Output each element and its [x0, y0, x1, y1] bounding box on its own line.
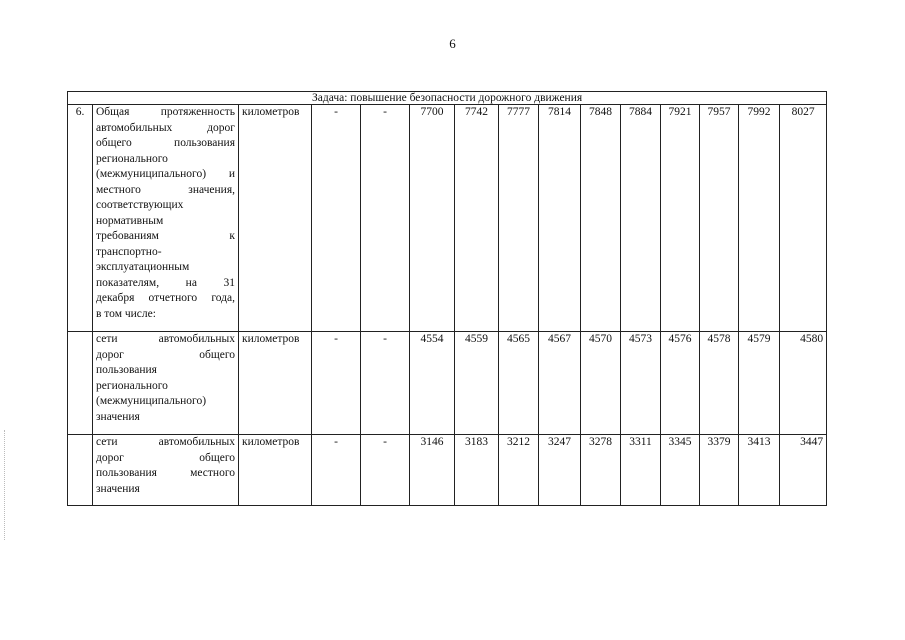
- name-line: нормативным: [96, 214, 164, 227]
- row-unit: километров: [239, 332, 312, 435]
- name-line: регионального: [96, 152, 168, 165]
- row-value: 7700: [410, 105, 455, 332]
- name-line: автомобильных дорог: [96, 121, 235, 134]
- row-index: 6.: [68, 105, 93, 332]
- row-unit: километров: [239, 435, 312, 506]
- row-value: 3212: [499, 435, 539, 506]
- row-value: 4570: [581, 332, 621, 435]
- row-value: 4559: [455, 332, 499, 435]
- name-line: в том числе:: [96, 307, 156, 320]
- row-dash-1: -: [312, 105, 361, 332]
- name-line: регионального: [96, 379, 168, 392]
- row-value: 3183: [455, 435, 499, 506]
- row-index: [68, 435, 93, 506]
- task-row: [68, 92, 827, 105]
- name-line: транспортно-: [96, 245, 162, 258]
- table-row: [68, 105, 827, 332]
- row-dash-2: -: [361, 435, 410, 506]
- row-name: [93, 105, 239, 332]
- name-line: пользования местного: [96, 467, 235, 479]
- row-value: 3345: [661, 435, 700, 506]
- row-value: 4579: [739, 332, 780, 435]
- row-value: 7742: [455, 105, 499, 332]
- row-value: 7992: [739, 105, 780, 332]
- task-title: Задача: повышение безопасности дорожного движения: [68, 92, 827, 105]
- name-line: соответствующих: [96, 199, 184, 211]
- row-value: 7814: [539, 105, 581, 332]
- row-value: 7848: [581, 105, 621, 332]
- row-value: 3278: [581, 435, 621, 506]
- name-line: пользования: [96, 364, 157, 376]
- name-line: значения: [96, 410, 140, 423]
- row-value: 8027: [780, 105, 827, 332]
- name-line: требованиям к: [96, 230, 235, 242]
- table-row: [68, 332, 827, 435]
- row-value: 4576: [661, 332, 700, 435]
- row-value: 3311: [621, 435, 661, 506]
- row-value: 4580: [780, 332, 827, 435]
- name-line: сети автомобильных: [96, 436, 235, 448]
- row-value: 3146: [410, 435, 455, 506]
- row-value: 7957: [700, 105, 739, 332]
- row-value: 4567: [539, 332, 581, 435]
- row-value: 7777: [499, 105, 539, 332]
- row-value: 3447: [780, 435, 827, 506]
- row-value: 7921: [661, 105, 700, 332]
- row-value: 3247: [539, 435, 581, 506]
- name-line: (межмуниципального) и: [96, 168, 235, 180]
- indicators-table: [67, 91, 827, 506]
- name-line: сети автомобильных: [96, 333, 235, 345]
- row-value: 3413: [739, 435, 780, 506]
- row-value: 3379: [700, 435, 739, 506]
- name-line: (межмуниципального): [96, 395, 207, 407]
- row-value: 4578: [700, 332, 739, 435]
- row-value: 4573: [621, 332, 661, 435]
- row-dash-1: -: [312, 435, 361, 506]
- page-number: 6: [449, 36, 456, 51]
- row-unit: километров: [239, 105, 312, 332]
- row-name: [93, 435, 239, 506]
- name-line: дорог общего: [96, 451, 235, 464]
- name-line: Общая протяженность: [96, 106, 235, 118]
- scan-margin-marks: [4, 430, 6, 540]
- name-line: декабря отчетного года,: [96, 292, 235, 304]
- name-line: значения: [96, 482, 140, 495]
- name-line: местного значения,: [96, 183, 235, 196]
- name-line: общего пользования: [96, 137, 235, 149]
- row-value: 4554: [410, 332, 455, 435]
- table-row: [68, 435, 827, 506]
- row-dash-2: -: [361, 332, 410, 435]
- row-value: 7884: [621, 105, 661, 332]
- row-value: 4565: [499, 332, 539, 435]
- row-name: [93, 332, 239, 435]
- row-index: [68, 332, 93, 435]
- row-dash-1: -: [312, 332, 361, 435]
- name-line: эксплуатационным: [96, 261, 190, 273]
- row-dash-2: -: [361, 105, 410, 332]
- name-line: дорог общего: [96, 348, 235, 361]
- name-line: показателям, на 31: [96, 276, 235, 289]
